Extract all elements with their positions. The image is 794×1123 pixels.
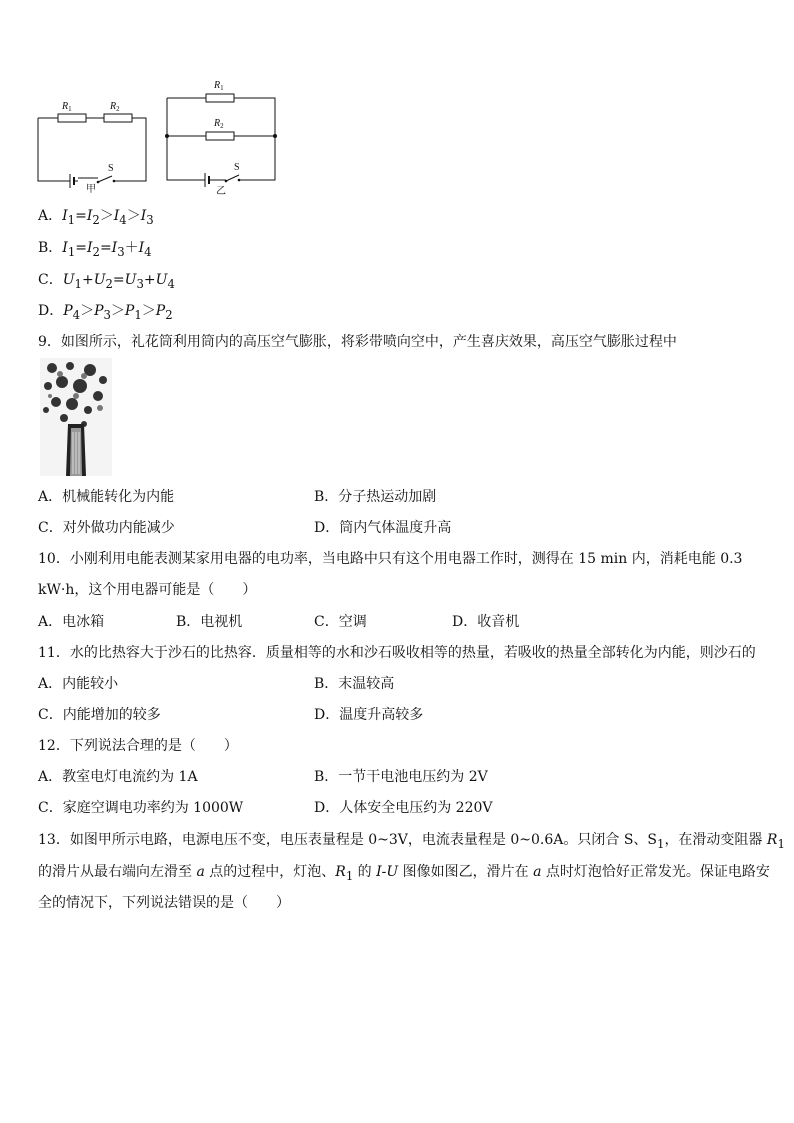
figure-label-yi: 乙 [216,186,226,196]
q12-stem: 12．下列说法合理的是（ ） [38,738,238,754]
q11-option-c: C．内能增加的较多 [38,707,161,723]
q13-stem-line3: 全的情况下，下列说法错误的是（ ） [38,895,290,911]
resistor-r1 [206,94,234,102]
svg-text:R2: $R_2$ [214,118,224,130]
switch-label: S [108,163,114,174]
q11-option-b: B．末温较高 [314,676,395,692]
svg-text:R1: $R_1$ [62,101,72,113]
q13-stem-line2: 的滑片从最右端向左滑至 a 点的过程中，灯泡、$R_1$ 的 I-U 图像如图乙，滑片在 a 点时灯泡恰好正常发光。保证电路安 [38,864,770,883]
figure-label-jia: 甲 [86,184,96,193]
resistor-r2 [104,114,132,122]
q12-option-d: D．人体安全电压约为 220V [314,800,493,816]
r2-label: R [214,118,221,129]
q13-stem-line1: 13．如图甲所示电路，电源电压不变，电压表量程是 0~3V，电流表量程是 0~0.6A。只闭合 S、$S_1$，在滑动变阻器 $R_1$ [38,832,785,851]
svg-text:R2: $R_2$ [110,101,120,113]
q10-option-c: C．空调 [314,614,367,630]
switch-s [226,175,239,181]
q12-option-a: A．教室电灯电流约为 1A [38,769,198,785]
r1-label: R [62,101,69,112]
q8-option-c: C．$U_1+U_2=U_3+U_4$ [38,272,175,291]
q9-option-d: D．筒内气体温度升高 [314,520,452,536]
q9-option-c: C．对外做功内能减少 [38,520,175,536]
q11-option-d: D．温度升高较多 [314,707,424,723]
q9-option-b: B．分子热运动加剧 [314,489,437,505]
q10-option-a: A．电冰箱 [38,614,105,630]
r2-label: R [110,101,117,112]
r1-label: R [214,80,221,91]
q8-option-d: D．$P_4>P_3>P_1>P_2$ [38,303,173,322]
svg-text:R1: $R_1$ [214,80,224,92]
q10-stem-line1: 10．小刚利用电能表测某家用电器的电功率，当电路中只有这个用电器工作时，测得在 15 min 内，消耗电能 0.3 [38,551,743,567]
q10-option-d: D．收音机 [452,614,520,630]
q11-stem: 11．水的比热容大于沙石的比热容．质量相等的水和沙石吸收相等的热量，若吸收的热量全部转化为内能，则沙石的 [38,645,756,661]
confetti-cannon-image [40,358,112,476]
q8-option-b: B．$I_1=I_2=I_3+I_4$ [38,240,152,259]
q11-option-a: A．内能较小 [38,676,119,692]
q10-option-b: B．电视机 [176,614,243,630]
q8-option-a: A．$I_1=I_2>I_4>I_3$ [38,208,154,227]
q9-stem: 9．如图所示，礼花筒利用筒内的高压空气膨胀，将彩带喷向空中，产生喜庆效果，高压空气膨胀过程中 [38,334,677,350]
circuit-diagram-yi [164,78,282,196]
resistor-r2 [206,132,234,140]
q9-option-a: A．机械能转化为内能 [38,489,175,505]
switch-label: S [234,162,240,173]
q12-option-c: C．家庭空调电功率约为 1000W [38,800,244,816]
switch-s [98,176,112,182]
q10-stem-line2: kW·h，这个用电器可能是（ ） [38,582,257,598]
resistor-r1 [58,114,86,122]
circuit-diagram-jia [36,98,151,193]
q12-option-b: B．一节干电池电压约为 2V [314,769,488,785]
